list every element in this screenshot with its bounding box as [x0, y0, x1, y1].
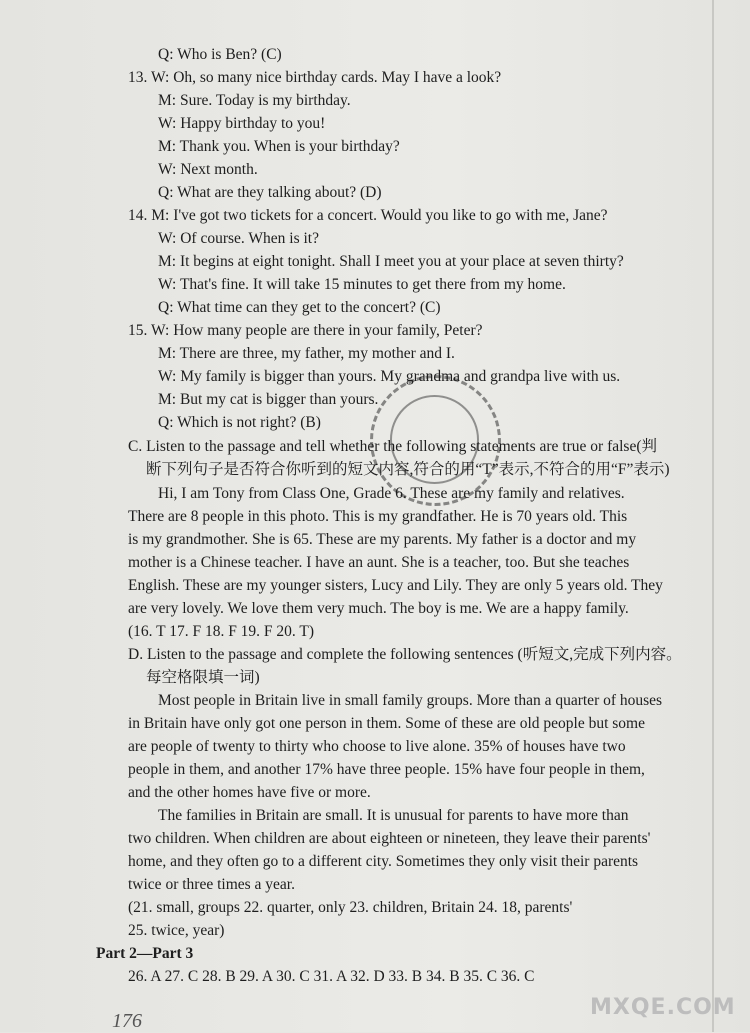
text-line: Q: What time can they get to the concert? (C): [158, 299, 441, 316]
text-line: in Britain have only got one person in them. Some of these are old people but some: [128, 715, 645, 732]
section-heading: Part 2—Part 3: [96, 945, 194, 962]
text-line: are people of twenty to thirty who choose to live alone. 35% of houses have two: [128, 738, 626, 755]
text-line: M: It begins at eight tonight. Shall I meet you at your place at seven thirty?: [158, 253, 624, 270]
text-line: 断下列句子是否符合你听到的短文内容,符合的用“T”表示,不符合的用“F”表示): [146, 461, 670, 478]
text-line: 25. twice, year): [128, 922, 225, 939]
text-line: The families in Britain are small. It is unusual for parents to have more than: [158, 807, 629, 824]
text-line: 14. M: I've got two tickets for a concert. Would you like to go with me, Jane?: [128, 207, 608, 224]
text-line: and the other homes have five or more.: [128, 784, 371, 801]
text-line: 26. A 27. C 28. B 29. A 30. C 31. A 32. D 33. B 34. B 35. C 36. C: [128, 968, 535, 985]
text-line: C. Listen to the passage and tell whether the following statements are true or false(判: [128, 438, 657, 455]
text-line: M: There are three, my father, my mother and I.: [158, 345, 455, 362]
text-line: M: Thank you. When is your birthday?: [158, 138, 400, 155]
text-line: Q: Who is Ben? (C): [158, 46, 282, 63]
text-line: There are 8 people in this photo. This is my grandfather. He is 70 years old. This: [128, 508, 628, 525]
text-line: people in them, and another 17% have three people. 15% have four people in them,: [128, 761, 645, 778]
text-line: Most people in Britain live in small family groups. More than a quarter of houses: [158, 692, 663, 709]
text-line: M: Sure. Today is my birthday.: [158, 92, 351, 109]
text-line: home, and they often go to a different city. Sometimes they only visit their parents: [128, 853, 639, 870]
text-line: Q: Which is not right? (B): [158, 414, 321, 431]
text-line: are very lovely. We love them very much. The boy is me. We are a happy family.: [128, 600, 629, 617]
watermark-logo: MXQE.COM: [590, 995, 736, 1020]
text-line: W: That's fine. It will take 15 minutes to get there from my home.: [158, 276, 566, 293]
text-line: W: Of course. When is it?: [158, 230, 319, 247]
text-line: is my grandmother. She is 65. These are my parents. My father is a doctor and my: [128, 531, 637, 548]
text-line: M: But my cat is bigger than yours.: [158, 391, 379, 408]
text-line: English. These are my younger sisters, Lucy and Lily. They are only 5 years old. They: [128, 577, 663, 594]
text-line: twice or three times a year.: [128, 876, 295, 893]
text-line: W: Happy birthday to you!: [158, 115, 326, 132]
text-line: (16. T 17. F 18. F 19. F 20. T): [128, 623, 315, 640]
text-line: Q: What are they talking about? (D): [158, 184, 382, 201]
text-line: 13. W: Oh, so many nice birthday cards. May I have a look?: [128, 69, 502, 86]
page-number: 176: [112, 1010, 142, 1032]
text-line: D. Listen to the passage and complete the following sentences (听短文,完成下列内容。: [128, 646, 682, 663]
text-line: W: My family is bigger than yours. My grandma and grandpa live with us.: [158, 368, 621, 385]
text-line: W: Next month.: [158, 161, 258, 178]
text-line: mother is a Chinese teacher. I have an aunt. She is a teacher, too. But she teaches: [128, 554, 630, 571]
text-line: 15. W: How many people are there in your family, Peter?: [128, 322, 483, 339]
text-line: two children. When children are about eighteen or nineteen, they leave their parents': [128, 830, 651, 847]
text-line: Hi, I am Tony from Class One, Grade 6. These are my family and relatives.: [158, 485, 625, 502]
text-line: (21. small, groups 22. quarter, only 23. children, Britain 24. 18, parents': [128, 899, 573, 916]
text-line: 每空格限填一词): [146, 669, 260, 686]
